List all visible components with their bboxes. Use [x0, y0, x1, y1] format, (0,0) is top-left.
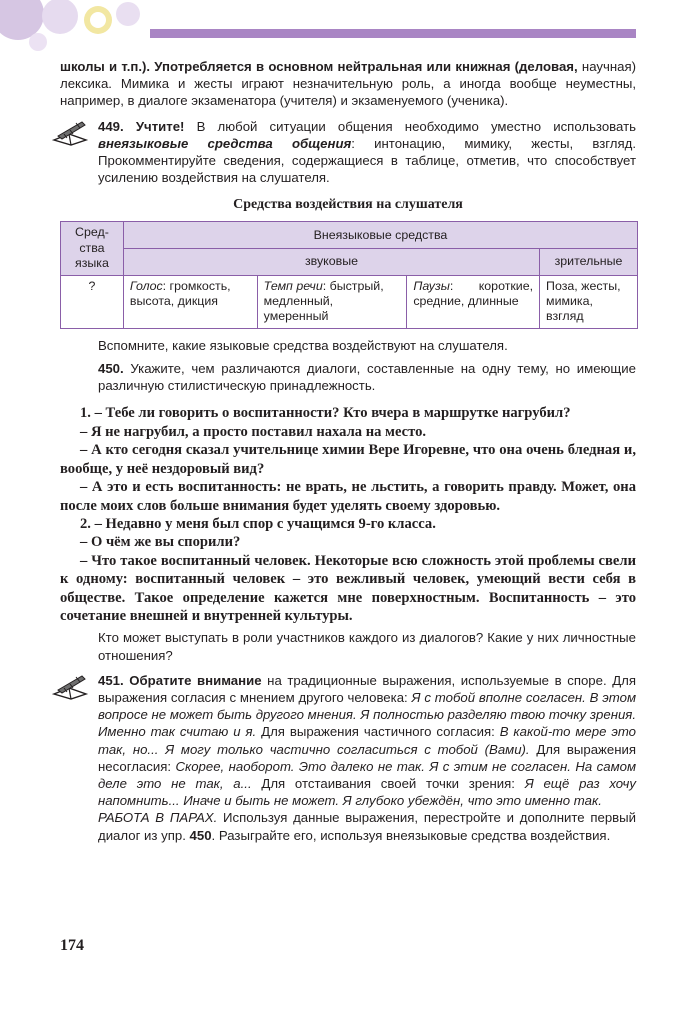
header-sound: звуковые — [123, 249, 539, 276]
cell-voice-label: Голос — [129, 278, 163, 293]
pair-work-label: РАБОТА В ПАРАХ. — [98, 810, 218, 826]
header-nonlang-means: Внеязыковые средства — [123, 222, 637, 249]
exercise-451 — [60, 672, 636, 844]
cell-pauses — [407, 275, 540, 328]
exercise-451-number: 451. — [98, 672, 124, 688]
exercise-451-partial-examples: В какой-то мере это так, но... Я могу только частично согласиться с тобой (Вами). — [98, 724, 636, 757]
page-number: 174 — [60, 937, 84, 954]
exercise-450-number: 450. — [98, 361, 124, 377]
exercise-450 — [60, 360, 636, 394]
cell-question: ? — [61, 275, 124, 328]
cell-voice — [123, 275, 257, 328]
intro-paragraph — [60, 58, 636, 110]
table-caption: Средства воздействия на слушателя — [233, 197, 463, 213]
cell-voice-text: : громкость, высота, дикция — [129, 278, 231, 309]
exercise-451-defend-examples: Я ещё раз хочу напомнить... Иначе и быть не может. Я глубоко убеждён, что это именно так. — [98, 775, 636, 809]
intro-text: научная) лексика. Мимика и жесты играют незначительную роль, а иногда вообще неуместны, например, в диалоге экзаменатора (учителя) и экзаменуемого (ученика). — [60, 59, 636, 109]
cell-visual: Поза, жесты, мимика, взгляд — [540, 275, 638, 328]
dialog-2-line-3: – Что такое воспитанный человек. Некоторые всю сложность этой проблемы свели к одному: воспитанный человек – это вежливый человек, умеющий вести себя в обществе. Такое определение кажется мне поверхностным. Воспитанность – это сочетание внешней и внутренней культуры. — [60, 552, 636, 624]
cell-pauses-text: : короткие, средние, длинные — [413, 278, 534, 309]
pen-and-book-icon — [52, 674, 90, 700]
exercise-449-term: внеязыковые средства общения — [98, 135, 352, 151]
exercise-451-ref: 450 — [189, 827, 212, 843]
dialog-1-line-4: – А это и есть воспитанность: не врать, не льстить, а говорить правду. Может, она после моих слов больше внимания будет уделять своему здоровью. — [60, 479, 636, 514]
intro-bold-line: школы и т.п.). Употребляется в основном нейтральная или книжная (деловая, — [60, 59, 578, 74]
exercise-451-disagree-examples: Скорее, наоборот. Это далеко не так. Я с этим не согласен. На самом деле это не так, а... — [98, 758, 636, 791]
dialog-1-line-2: – Я не нагрубил, а просто поставил нахала на место. — [80, 423, 427, 440]
dialog-2-line-2: – О чём же вы спорили? — [80, 534, 241, 551]
cell-pauses-label: Паузы — [413, 278, 450, 293]
exercise-451-text-3: Для выражения несогласия: — [98, 741, 637, 774]
exercise-451-agree-examples: Я с тобой вполне согласен. В этом вопросе не может быть другого мнения. Я полностью разделяю твою точку зрения. Именно так считаю и я. — [98, 689, 636, 740]
exercise-451-lead: Обратите внимание — [129, 672, 262, 688]
exercise-449-text-1: В любой ситуации общения необходимо уместно использовать — [196, 118, 636, 134]
exercise-449 — [60, 118, 636, 187]
dialog-1-line-1: 1. – Тебе ли говорить о воспитанности? Кто вчера в маршрутке нагрубил? — [80, 405, 571, 422]
question-text: Кто может выступать в роли участников каждого из диалогов? Какие у них личностные отношения? — [98, 630, 636, 663]
cell-tempo — [257, 275, 407, 328]
dialog-1 — [60, 404, 636, 514]
exercise-449-text-2: : интонацию, мимику, жесты, взгляд. Прокомментируйте сведения, содержащиеся в таблице, отметив, что способствует усилению воздействия на слушателя. — [98, 135, 636, 186]
dialog-2-line-1: 2. – Недавно у меня был спор с учащимся 9-го класса. — [80, 515, 436, 532]
means-table — [60, 221, 638, 328]
exercise-450-text: Укажите, чем различаются диалоги, составленные на одну тему, но имеющие различную стилистическую принадлежность. — [98, 361, 636, 394]
exercise-451-text-4: Для отстаивания своей точки зрения: — [261, 775, 515, 791]
dialog-2 — [60, 515, 636, 625]
exercise-451-text-1: на традиционные выражения, используемые в споре. Для выражения согласия с мнением другого человека: — [98, 672, 636, 705]
exercise-451-text-5: Используя данные выражения, перестройте и дополните первый диалог из упр. — [98, 810, 636, 843]
exercise-451-text-2: Для выражения частичного согласия: — [261, 724, 495, 740]
page-content — [60, 58, 636, 844]
header-lang-means: Сред-ства языка — [61, 222, 124, 275]
dialog-1-line-3: – А кто сегодня сказал учительнице химии Вере Игоревне, что она очень бледная и, вообще, у неё нездоровый вид? — [60, 442, 636, 477]
exercise-449-lead: Учтите! — [135, 118, 185, 134]
exercise-449-number: 449. — [98, 118, 124, 134]
cell-tempo-text: : быстрый, медленный, умеренный — [263, 278, 384, 324]
pen-and-book-icon — [52, 120, 90, 146]
cell-tempo-label: Темп речи — [263, 278, 323, 293]
exercise-451-pair-work — [98, 809, 636, 843]
exercise-451-text-6: . Разыграйте его, используя внеязыковые средства воздействия. — [211, 827, 611, 843]
header-decoration — [0, 0, 690, 60]
after-table-text: Вспомните, какие языковые средства воздействуют на слушателя. — [98, 337, 508, 353]
header-visual: зрительные — [540, 249, 638, 276]
